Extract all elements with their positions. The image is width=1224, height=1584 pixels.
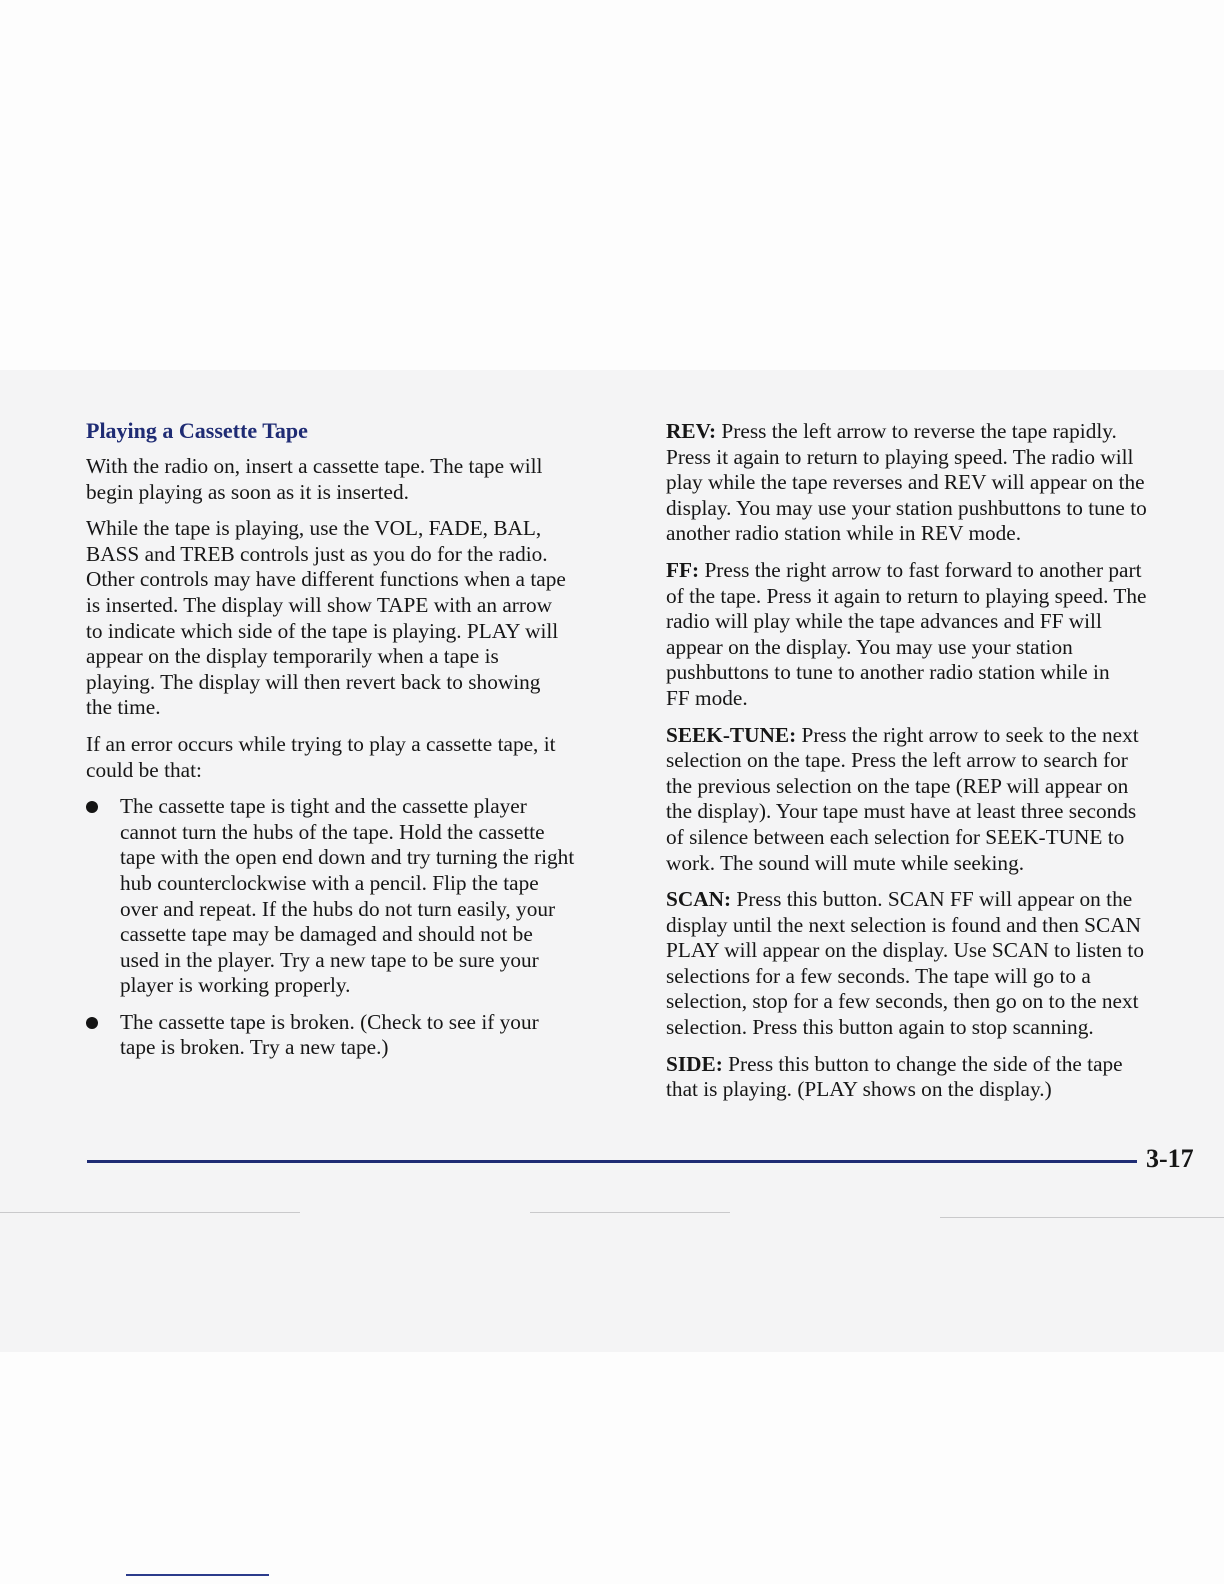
bottom-edge-mark xyxy=(126,1574,269,1576)
text-line: the time. xyxy=(86,695,161,720)
text-line: could be that: xyxy=(86,757,202,782)
entry-rev xyxy=(666,419,1201,547)
text-line: play while the tape reverses and REV will appear on the xyxy=(666,470,1145,495)
text-line: hub counterclockwise with a pencil. Flip the tape xyxy=(120,870,539,895)
page-number: 3-17 xyxy=(1146,1144,1194,1173)
text-line: Other controls may have different functions when a tape xyxy=(86,567,566,592)
text-line: appear on the display. You may use your station xyxy=(666,634,1073,659)
entry-side xyxy=(666,1052,1201,1103)
entry-text: Press this button to change the side of the tape xyxy=(722,1051,1123,1076)
entry-text: Press the left arrow to reverse the tape rapidly. xyxy=(716,419,1117,443)
entry-term: SCAN: xyxy=(666,887,732,912)
text-line: While the tape is playing, use the VOL, FADE, BAL, xyxy=(86,516,542,541)
text-line: the display). Your tape must have at least three seconds xyxy=(666,799,1137,824)
text-line: If an error occurs while trying to play a cassette tape, it xyxy=(86,731,556,756)
text-line: selection, stop for a few seconds, then go on to the next xyxy=(666,989,1139,1014)
text-line xyxy=(666,419,1201,445)
entry-term: REV: xyxy=(666,419,717,443)
text-line: begin playing as soon as it is inserted. xyxy=(86,479,409,504)
text-line: that is playing. (PLAY shows on the display.) xyxy=(666,1077,1052,1102)
text-line: used in the player. Try a new tape to be sure your xyxy=(120,947,539,972)
text-line: over and repeat. If the hubs do not turn easily, your xyxy=(120,896,556,921)
list-item xyxy=(86,794,626,999)
paragraph-error xyxy=(86,732,626,783)
text-line: pushbuttons to tune to another radio station while in xyxy=(666,660,1110,685)
text-line xyxy=(666,558,1201,584)
footer-rule xyxy=(87,1160,1137,1163)
text-line: player is working properly. xyxy=(120,973,351,998)
text-line: of the tape. Press it again to return to playing speed. The xyxy=(666,583,1147,608)
text-line: playing. The display will then revert back to showing xyxy=(86,669,541,694)
text-line: selection. Press this button again to stop scanning. xyxy=(666,1015,1094,1040)
text-line xyxy=(666,887,1201,913)
text-line: FF mode. xyxy=(666,685,748,710)
text-line: to indicate which side of the tape is playing. PLAY will xyxy=(86,618,559,643)
text-line: selections for a few seconds. The tape will go to a xyxy=(666,963,1091,988)
text-line: appear on the display temporarily when a tape is xyxy=(86,644,499,669)
text-line: cassette tape may be damaged and should not be xyxy=(120,922,533,947)
text-line: tape is broken. Try a new tape.) xyxy=(120,1035,389,1060)
entry-term: FF: xyxy=(666,557,700,582)
section-heading: Playing a Cassette Tape xyxy=(86,418,308,443)
entry-seek-tune xyxy=(666,723,1201,877)
entry-text: Press the right arrow to seek to the next xyxy=(796,722,1139,747)
scan-artifact-line xyxy=(530,1212,730,1213)
text-line: BASS and TREB controls just as you do for the radio. xyxy=(86,541,548,566)
text-line: The cassette tape is broken. (Check to see if your xyxy=(120,1009,539,1034)
entry-text: Press this button. SCAN FF will appear on the xyxy=(731,887,1133,912)
list-item xyxy=(86,1010,626,1061)
right-column xyxy=(666,419,1201,1114)
bullet-icon xyxy=(86,1017,98,1029)
entry-ff xyxy=(666,558,1201,712)
error-cause-list xyxy=(86,794,626,1061)
text-line: is inserted. The display will show TAPE with an arrow xyxy=(86,592,552,617)
text-line xyxy=(666,723,1201,749)
paragraph-intro xyxy=(86,454,626,505)
entry-text: Press the right arrow to fast forward to another part xyxy=(699,557,1142,582)
text-line: work. The sound will mute while seeking. xyxy=(666,850,1025,875)
text-line: radio will play while the tape advances and FF will xyxy=(666,609,1102,634)
text-line: The cassette tape is tight and the cassette player xyxy=(120,794,527,819)
text-line: cannot turn the hubs of the tape. Hold the cassette xyxy=(120,819,545,844)
entry-term: SIDE: xyxy=(666,1051,723,1076)
text-line: tape with the open end down and try turning the right xyxy=(120,845,575,870)
text-line: PLAY will appear on the display. Use SCAN to listen to xyxy=(666,938,1144,963)
scan-artifact-line xyxy=(0,1212,300,1213)
text-line: the previous selection on the tape (REP will appear on xyxy=(666,773,1129,798)
text-line xyxy=(666,1052,1201,1078)
text-line: of silence between each selection for SEEK-TUNE to xyxy=(666,824,1125,849)
bullet-icon xyxy=(86,801,98,813)
left-column xyxy=(86,417,626,1072)
text-line: selection on the tape. Press the left arrow to search for xyxy=(666,748,1128,773)
entry-term: SEEK-TUNE: xyxy=(666,722,797,747)
text-line: another radio station while in REV mode. xyxy=(666,521,1022,546)
entry-scan xyxy=(666,887,1201,1041)
text-line: With the radio on, insert a cassette tape. The tape will xyxy=(86,454,543,478)
paragraph-controls xyxy=(86,516,626,721)
scan-artifact-line xyxy=(940,1217,1224,1218)
text-line: Press it again to return to playing speed. The radio will xyxy=(666,444,1134,469)
text-line: display until the next selection is found and then SCAN xyxy=(666,912,1141,937)
text-line: display. You may use your station pushbuttons to tune to xyxy=(666,495,1147,520)
